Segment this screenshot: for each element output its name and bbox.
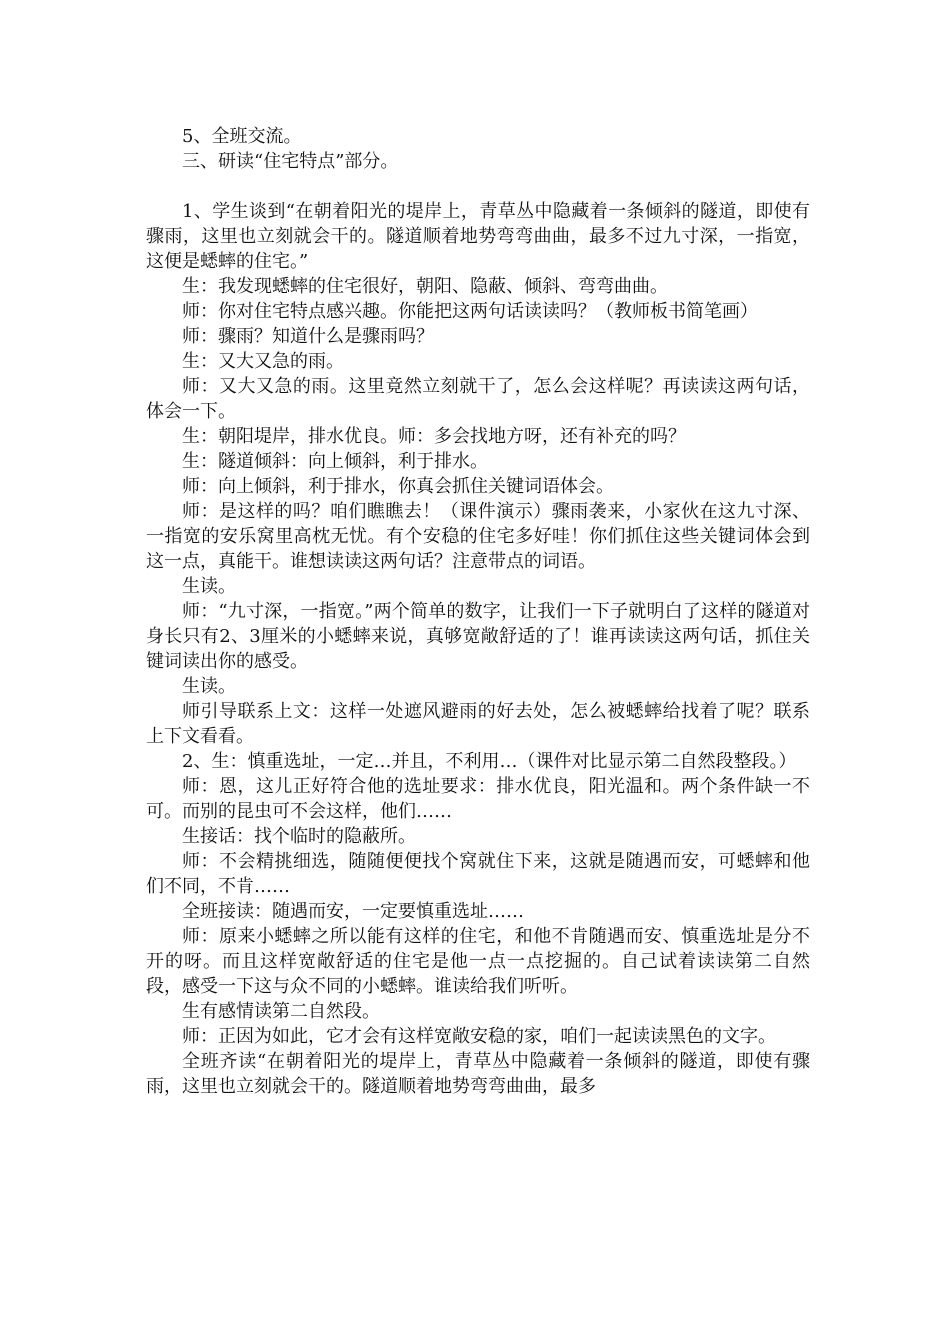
paragraph: 师引导联系上文：这样一处遮风避雨的好去处，怎么被蟋蟀给找着了呢？联系上下文看看。: [146, 701, 810, 747]
section-heading: 三、研读“住宅特点”部分。: [182, 151, 399, 172]
paragraph: 1、学生谈到“在朝着阳光的堤岸上，青草丛中隐藏着一条倾斜的隧道，即使有骤雨，这里也立刻就会干的。隧道顺着地势弯弯曲曲，最多不过九寸深，一指宽，这便是蟋蟀的住宅。”: [146, 201, 810, 272]
paragraph: 师：原来小蟋蟀之所以能有这样的住宅，和他不肯随遇而安、慎重选址是分不开的呀。而且这样宽敞舒适的住宅是他一点一点挖掘的。自己试着读读第二自然段，感受一下这与众不同的小蟋蟀。谁读给我们听听。: [146, 926, 810, 997]
paragraph: 生接话：找个临时的隐蔽所。: [182, 826, 416, 847]
document-body: [146, 124, 810, 1099]
paragraph: 生有感情读第二自然段。: [182, 1001, 380, 1022]
paragraph: 生：隧道倾斜：向上倾斜，利于排水。: [182, 451, 488, 472]
paragraph: 师：恩，这儿正好符合他的选址要求：排水优良，阳光温和。两个条件缺一不可。而别的昆虫可不会这样，他们……: [146, 776, 810, 822]
paragraph: 5、全班交流。: [182, 126, 302, 147]
paragraph: 师：是这样的吗？咱们瞧瞧去！（课件演示）骤雨袭来，小家伙在这九寸深、一指宽的安乐窝里高枕无忧。有个安稳的住宅多好哇！你们抓住这些关键词体会到这一点，真能干。谁想读读这两句话？注意带点的词语。: [146, 501, 810, 572]
paragraph: 师：正因为如此，它才会有这样宽敞安稳的家，咱们一起读读黑色的文字。: [182, 1026, 776, 1047]
paragraph: 师：你对住宅特点感兴趣。你能把这两句话读读吗？（教师板书简笔画）: [182, 301, 758, 322]
paragraph: 生读。: [182, 576, 236, 597]
paragraph: 师：又大又急的雨。这里竟然立刻就干了，怎么会这样呢？再读读这两句话，体会一下。: [146, 376, 810, 422]
paragraph: 师：向上倾斜，利于排水，你真会抓住关键词语体会。: [182, 476, 614, 497]
paragraph: 2、生：慎重选址，一定…并且，不利用…（课件对比显示第二自然段整段。）: [182, 751, 797, 772]
paragraph: 生：我发现蟋蟀的住宅很好，朝阳、隐蔽、倾斜、弯弯曲曲。: [182, 276, 668, 297]
paragraph: 生：又大又急的雨。: [182, 351, 344, 372]
paragraph: 生：朝阳堤岸，排水优良。师：多会找地方呀，还有补充的吗？: [182, 426, 686, 447]
paragraph: 师：“九寸深，一指宽。”两个简单的数字，让我们一下子就明白了这样的隧道对身长只有2、3厘米的小蟋蟀来说，真够宽敞舒适的了！谁再读读这两句话，抓住关键词读出你的感受。: [146, 601, 810, 672]
paragraph: 全班齐读“在朝着阳光的堤岸上，青草丛中隐藏着一条倾斜的隧道，即使有骤雨，这里也立刻就会干的。隧道顺着地势弯弯曲曲，最多: [146, 1051, 810, 1097]
paragraph: 师：不会精挑细选，随随便便找个窝就住下来，这就是随遇而安，可蟋蟀和他们不同，不肯……: [146, 851, 810, 897]
blank-line: [146, 174, 810, 199]
paragraph: 生读。: [182, 676, 236, 697]
paragraph: 全班接读：随遇而安，一定要慎重选址……: [182, 901, 524, 922]
paragraph: 师：骤雨？知道什么是骤雨吗？: [182, 326, 434, 347]
